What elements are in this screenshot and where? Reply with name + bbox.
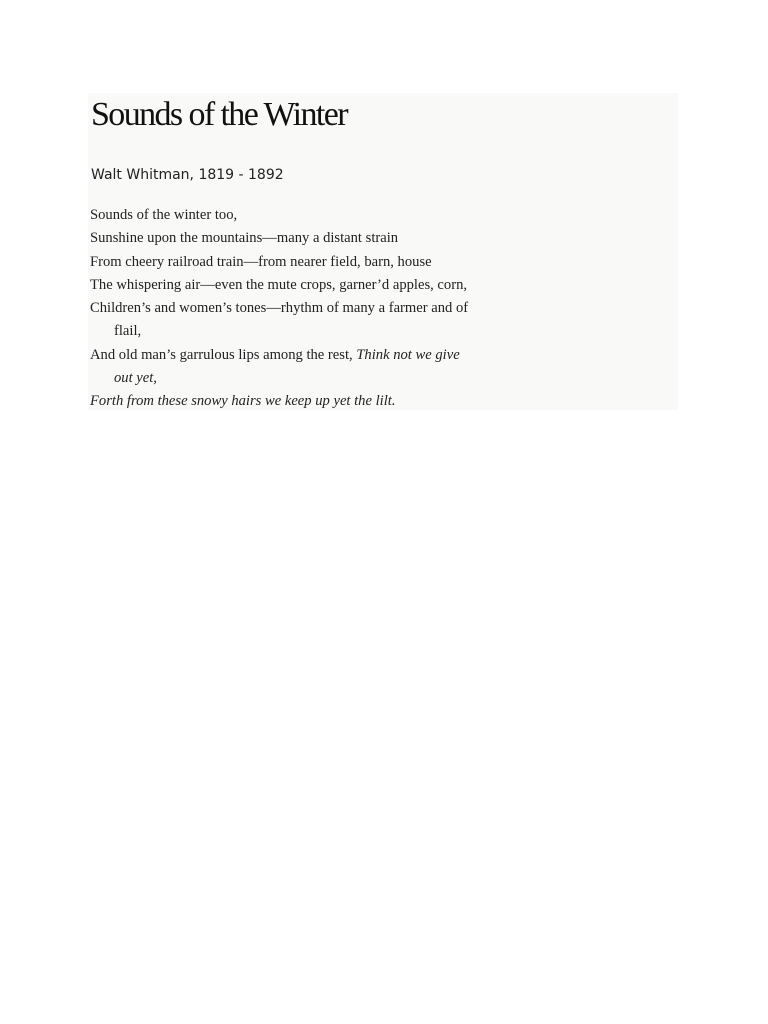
poem-line — [90, 297, 650, 320]
poem-line — [90, 390, 650, 413]
poem-line-italic-text: Think not we give — [356, 346, 460, 363]
poem-line — [90, 204, 650, 227]
poem-line-text: flail, — [114, 323, 142, 340]
poem-line-continuation — [90, 367, 650, 390]
poem-line-italic-text: Forth from these snowy hairs we keep up yet the lilt. — [90, 393, 396, 410]
poem-line-text: Children’s and women’s tones—rhythm of many a farmer and of — [90, 300, 469, 317]
poem-author: Walt Whitman, 1819 - 1892 — [91, 167, 284, 183]
poem-line — [90, 227, 650, 250]
poem-title: Sounds of the Winter — [91, 96, 347, 133]
poem-line-italic-text: out yet, — [114, 370, 157, 387]
poem-line-text: The whispering air—even the mute crops, garner’d apples, corn, — [90, 276, 468, 293]
poem-line-text: And old man’s garrulous lips among the rest, — [90, 346, 357, 363]
poem-body — [90, 204, 650, 414]
poem-line — [90, 274, 650, 297]
poem-line-text: From cheery railroad train—from nearer field, barn, house — [90, 253, 432, 270]
poem-line — [90, 251, 650, 274]
poem-line-continuation — [90, 320, 650, 343]
poem-line-text: Sunshine upon the mountains—many a distant strain — [90, 230, 399, 247]
poem-line — [90, 344, 650, 367]
poem-line-text: Sounds of the winter too, — [90, 207, 238, 223]
